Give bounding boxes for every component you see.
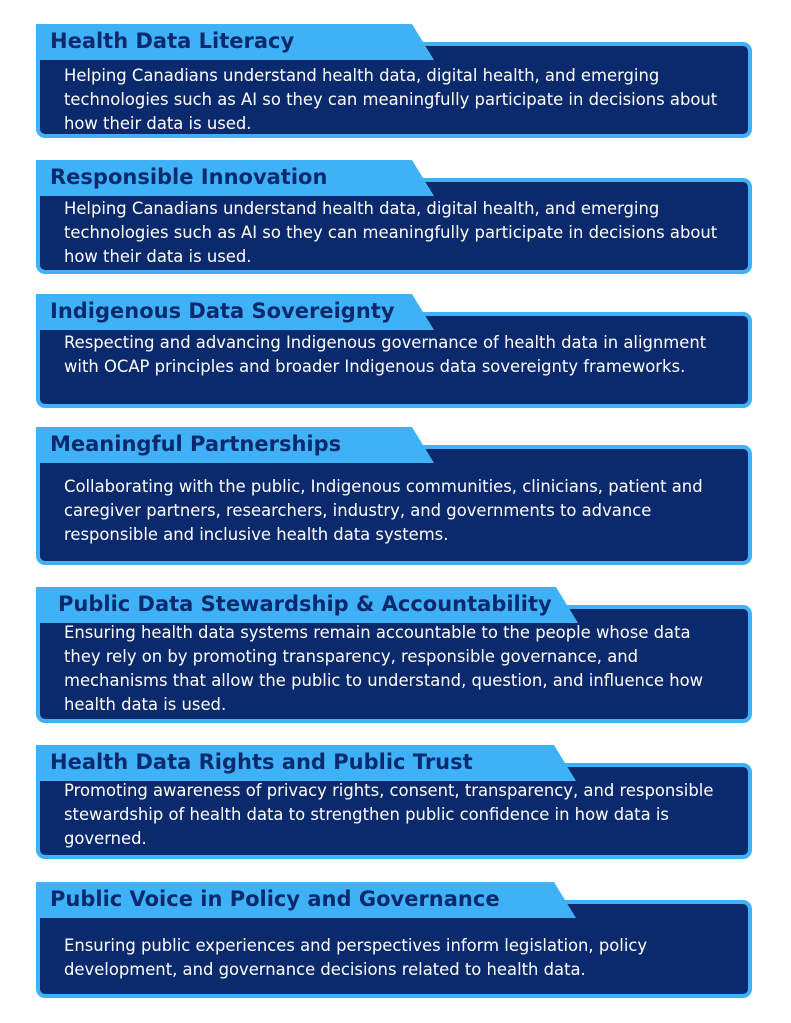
card-title: Meaningful Partnerships bbox=[50, 432, 342, 456]
card-title: Public Voice in Policy and Governance bbox=[50, 887, 500, 911]
card-description: Promoting awareness of privacy rights, consent, transparency, and responsible stewardship of health data to strengthen public confidence in how data is governed. bbox=[64, 781, 714, 848]
card-description: Ensuring health data systems remain accountable to the people whose data they rely on by promoting transparency, responsible governance, and mechanisms that allow the public to understand, question, and influence how health data is used. bbox=[64, 623, 704, 714]
principle-card-health-data-literacy bbox=[36, 24, 752, 138]
principle-card-public-voice bbox=[36, 882, 752, 998]
card-title: Health Data Rights and Public Trust bbox=[50, 750, 473, 774]
principle-card-meaningful-partnerships bbox=[36, 427, 752, 565]
principle-card-responsible-innovation bbox=[36, 160, 752, 274]
card-description: Helping Canadians understand health data, digital health, and emerging technologies such as AI so they can meaningfully participate in decisions about how their data is used. bbox=[64, 66, 718, 133]
card-title: Indigenous Data Sovereignty bbox=[50, 299, 395, 323]
card-title: Responsible Innovation bbox=[50, 165, 328, 189]
card-title: Health Data Literacy bbox=[50, 29, 295, 53]
principle-card-health-data-rights bbox=[36, 745, 752, 859]
card-description: Ensuring public experiences and perspectives inform legislation, policy development, and governance decisions related to health data. bbox=[64, 936, 648, 979]
card-description: Helping Canadians understand health data, digital health, and emerging technologies such as AI so they can meaningfully participate in decisions about how their data is used. bbox=[64, 199, 718, 266]
principle-card-public-data-stewardship bbox=[36, 587, 752, 723]
card-description: Respecting and advancing Indigenous governance of health data in alignment with OCAP principles and broader Indigenous data sovereignty frameworks. bbox=[64, 333, 707, 376]
principle-card-indigenous-data-sovereignty bbox=[36, 294, 752, 408]
card-description: Collaborating with the public, Indigenous communities, clinicians, patient and caregiver partners, researchers, industry, and governments to advance responsible and inclusive health data systems. bbox=[64, 477, 703, 544]
card-title: Public Data Stewardship & Accountability bbox=[58, 592, 552, 616]
